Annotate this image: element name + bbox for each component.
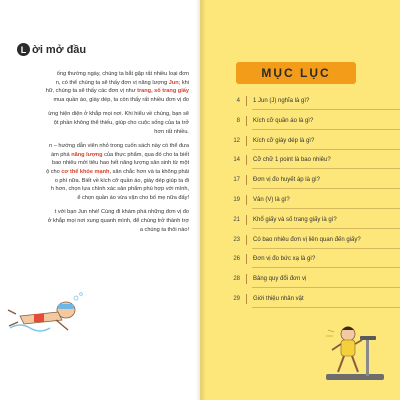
toc-entry-title: Bảng quy đổi đơn vị [253, 276, 307, 283]
preface-line [0, 96, 189, 105]
toc-separator [246, 136, 247, 146]
toc-divider [252, 307, 400, 308]
toc-entry[interactable] [212, 195, 290, 205]
toc-entry[interactable] [212, 235, 361, 245]
text-segment: t với bạn Jun nhé! Cùng đi khám phá những đơn vị đo [54, 209, 189, 216]
toc-divider [252, 208, 400, 209]
toc-page-number: 21 [233, 216, 240, 223]
toc-separator [246, 96, 247, 106]
toc-entry-title: Khổ giấy và số trang giấy là gì? [253, 216, 337, 223]
text-segment: ộ cho [46, 168, 62, 175]
toc-page-number: 26 [233, 256, 240, 263]
text-segment: n, có thể chúng ta sẽ thấy đơn vị năng lượng [55, 79, 169, 86]
preface-line [0, 226, 189, 235]
text-segment: ở khắp mọi nơi xung quanh mình, để chúng trở thành trợ [47, 217, 189, 224]
toc-entry[interactable] [212, 155, 331, 165]
preface-line [0, 159, 189, 168]
toc-separator [246, 294, 247, 304]
toc-entry-title: Đơn vị đo huyết áp là gì? [253, 177, 320, 184]
preface-line [0, 110, 189, 119]
preface-body [0, 70, 189, 234]
toc-entry[interactable] [212, 215, 337, 225]
toc-divider [252, 267, 400, 268]
toc-page-number: 14 [233, 157, 240, 164]
toc-entry-title: Cỡ chữ 1 point là bao nhiêu? [253, 157, 331, 164]
toc-page-number: 19 [233, 197, 240, 203]
text-segment: mua quần áo, giày dép, ta còn thấy rất nhiều đơn vị đo [53, 96, 189, 103]
toc-entry-title: Kích cỡ giày dép là gì? [253, 137, 315, 144]
text-segment: ám phá [50, 151, 72, 158]
toc-entry-title: Có bao nhiêu đơn vị liên quan đến giấy? [253, 236, 361, 243]
toc-page-number: 28 [233, 276, 240, 283]
toc-divider [252, 248, 400, 249]
highlighted-phrase: trang, số trang giấy [137, 88, 189, 95]
preface-line [0, 168, 189, 177]
title-text: ời mở đầu [32, 43, 87, 56]
text-segment: của thực phẩm, qua đó cho ta biết [102, 151, 189, 158]
toc-page-number: 8 [236, 117, 240, 124]
toc-entry-title: 1 Jun (J) nghĩa là gì? [253, 98, 310, 104]
toc-separator [246, 116, 247, 126]
highlighted-phrase: cơ thể khỏe mạnh [61, 168, 110, 175]
toc-entry[interactable] [212, 274, 306, 284]
preface-line [0, 217, 189, 226]
preface-line [0, 194, 189, 203]
toc-page-number: 17 [233, 177, 240, 184]
toc-separator [246, 155, 247, 165]
preface-line [0, 70, 189, 79]
highlighted-phrase: năng lượng [71, 151, 103, 158]
text-segment: bao nhiêu mới tiêu hao hết năng lượng sản sinh từ một [51, 160, 189, 167]
toc-divider [252, 129, 400, 130]
toc-entry[interactable] [212, 116, 313, 126]
text-segment: h hơn, chọn lựa chính xác sản phẩm phù hợp với mình, [50, 186, 189, 193]
preface-title [17, 43, 86, 56]
text-segment: hơn rất nhiều. [154, 128, 189, 135]
toc-entry-title: Giới thiệu nhân vật [253, 296, 304, 302]
text-segment: ể chọn quần áo vừa vặn cho bố mẹ nữa đấy! [77, 194, 189, 201]
preface-line [0, 87, 189, 96]
toc-separator [246, 274, 247, 284]
table-of-contents-page [200, 0, 400, 400]
toc-divider [252, 168, 400, 169]
toc-separator [246, 195, 247, 205]
text-segment: ột phần không thể thiếu, giúp cho cuộc sống của ta trở [53, 119, 189, 126]
toc-entry[interactable] [212, 175, 320, 185]
toc-separator [246, 175, 247, 185]
text-segment: ừng hiện diện ở khắp mọi nơi. Khi hiểu về chúng, bạn sẽ [48, 111, 189, 118]
preface-line [0, 142, 189, 151]
toc-divider [252, 287, 400, 288]
treadmill-runner-illustration [320, 320, 390, 390]
toc-separator [246, 254, 247, 264]
toc-separator [246, 215, 247, 225]
toc-entry[interactable] [212, 96, 309, 106]
toc-separator [246, 235, 247, 245]
preface-line [0, 151, 189, 160]
toc-entry[interactable] [212, 136, 314, 146]
toc-entry[interactable] [212, 254, 315, 264]
text-segment: ; khi [178, 79, 189, 86]
title-initial-badge: L [17, 43, 30, 56]
text-segment: , săn chắc hơn và ta không phải [109, 168, 189, 175]
toc-page-number: 23 [233, 236, 240, 243]
text-segment: o phì nữa. Biết về kích cỡ quần áo, giày dép giúp ta đi [54, 177, 189, 184]
toc-title-banner [236, 62, 356, 84]
toc-page-number: 29 [233, 296, 240, 302]
toc-page-number: 12 [233, 137, 240, 144]
text-segment: n – hướng dẫn viên nhỏ trong cuốn sách này có thể đưa [49, 143, 189, 150]
text-segment: hữ, chúng ta sẽ thấy các đơn vị như [45, 88, 138, 95]
preface-line [0, 185, 189, 194]
toc-divider [252, 109, 400, 110]
highlighted-phrase: Jun [168, 79, 179, 86]
preface-line [0, 128, 189, 137]
toc-entry-title: Đơn vị đo bức xạ là gì? [253, 256, 316, 263]
toc-page-number: 4 [236, 98, 240, 104]
toc-title: MỤC LỤC [261, 66, 331, 80]
preface-line [0, 119, 189, 128]
text-segment: ống thường ngày, chúng ta bắt gặp rất nhiều loại đơn [56, 71, 189, 77]
text-segment: a chúng ta thôi nào! [139, 226, 189, 233]
preface-line [0, 208, 189, 217]
toc-divider [252, 228, 400, 229]
toc-entry[interactable] [212, 294, 304, 304]
preface-line [0, 177, 189, 186]
toc-entry-title: Kích cỡ quần áo là gì? [253, 117, 314, 124]
swimming-boy-illustration [6, 290, 86, 340]
toc-entry-title: Vân (V) là gì? [253, 197, 290, 203]
toc-divider [252, 188, 400, 189]
toc-divider [252, 149, 400, 150]
preface-line [0, 79, 189, 88]
